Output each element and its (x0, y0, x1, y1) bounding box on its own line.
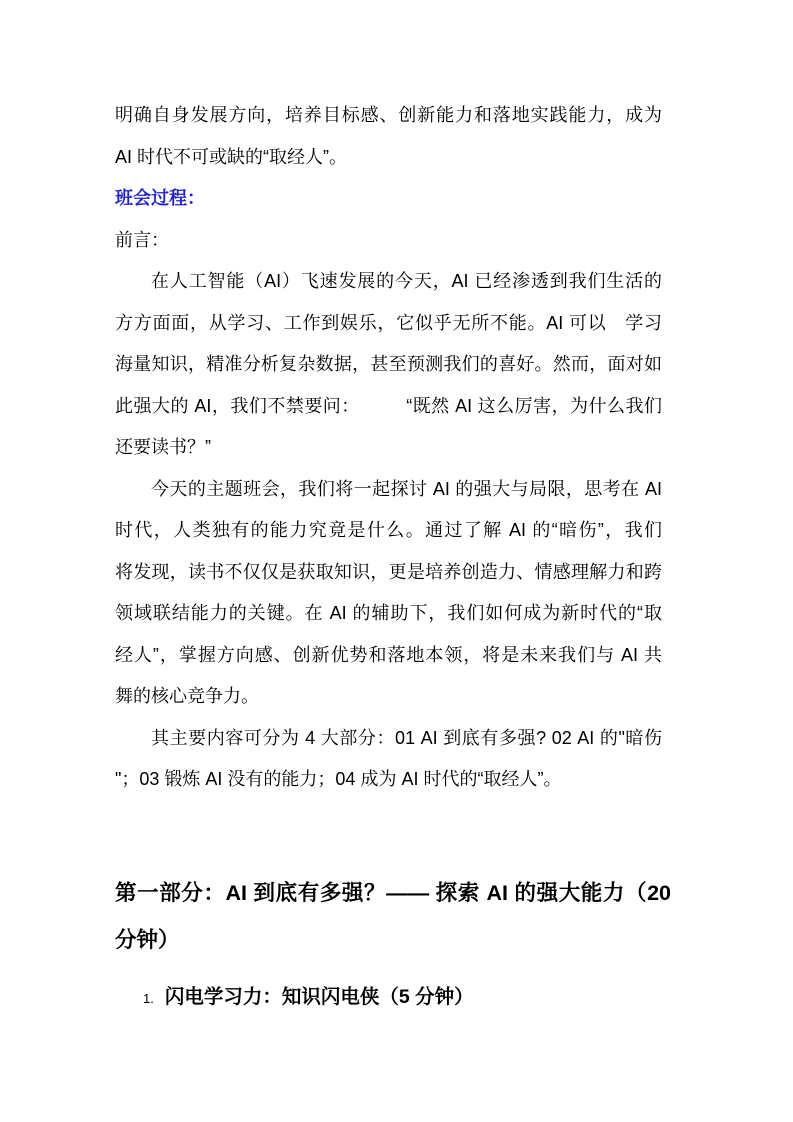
text-line: AI 时代不可或缺的“取经人”。 (115, 146, 347, 167)
process-heading: 班会过程： (115, 188, 205, 208)
section-heading-part1 (115, 870, 671, 964)
text-line: 舞的核心竞争力。 (115, 686, 259, 706)
text-line: 海量知识，精准分析复杂数据，甚至预测我们的喜好。然而，面对如 (115, 354, 662, 374)
text-line: 经人”，掌握方向感、创新优势和落地本领，将是未来我们与 AI 共 (115, 644, 662, 665)
text-line: 其主要内容可分为 4 大部分：01 AI 到底有多强? 02 AI 的"暗伤 (151, 727, 662, 748)
list-item-number: 1. (143, 991, 154, 1006)
text-line: 明确自身发展方向，培养目标感、创新能力和落地实践能力，成为 (115, 105, 662, 125)
text-line: 还要读书？” (115, 437, 211, 457)
text-line: 时代，人类独有的能力究竟是什么。通过了解 AI 的“暗伤”，我们 (115, 520, 662, 540)
numbered-list-item (143, 977, 474, 1019)
list-item-text: 闪电学习力：知识闪电侠（5 分钟） (164, 986, 474, 1008)
text-line: 今天的主题班会，我们将一起探讨 AI 的强大与局限，思考在 AI (151, 478, 662, 499)
text-line: 方方面面，从学习、工作到娱乐，它似乎无所不能。AI 可以 学习 (115, 312, 662, 333)
text-line: 在人工智能（AI）飞速发展的今天，AI 已经渗透到我们生活的 (151, 271, 662, 291)
text-line: 领域联结能力的关键。在 AI 的辅助下，我们如何成为新时代的“取 (115, 603, 662, 623)
preface-label: 前言： (115, 229, 169, 250)
text-line: 将发现，读书不仅仅是获取知识，更是培养创造力、情感理解力和跨 (115, 561, 662, 582)
document-body (115, 95, 662, 801)
section-heading-line: 分钟） (115, 928, 180, 952)
text-line: "；03 锻炼 AI 没有的能力；04 成为 AI 时代的“取经人”。 (115, 769, 562, 789)
text-line: 此强大的 AI，我们不禁要问： “既然 AI 这么厉害，为什么我们 (115, 395, 662, 416)
section-heading-line: 第一部分：AI 到底有多强？—— 探索 AI 的强大能力（20 (115, 881, 671, 905)
